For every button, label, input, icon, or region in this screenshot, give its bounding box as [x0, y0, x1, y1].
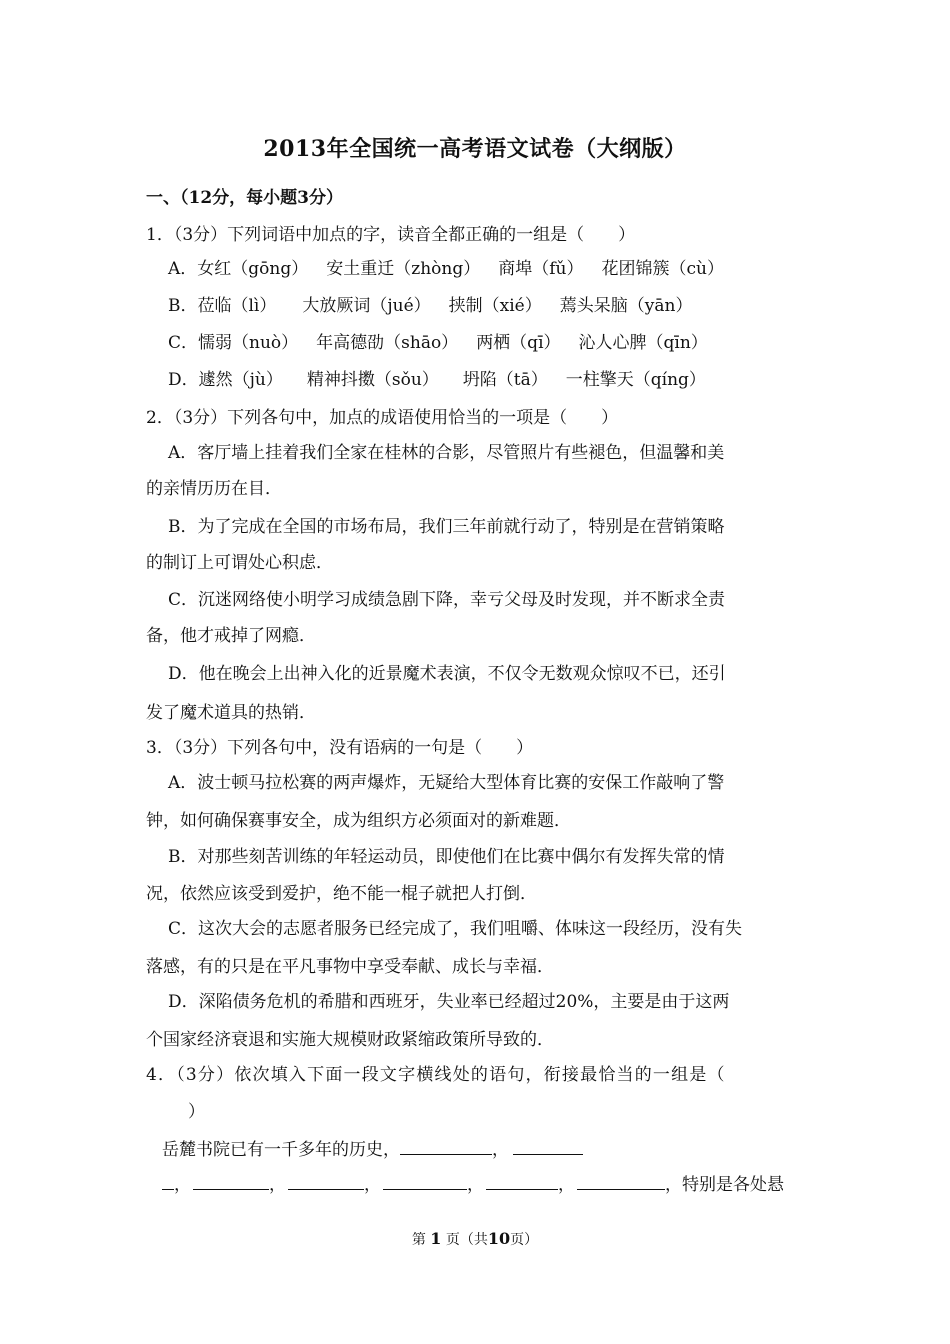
- option-item: 蔫头呆脑（yān）: [559, 296, 693, 316]
- question-3-option-a-cont: 钟，如何确保赛事安全，成为组织方必须面对的新难题．: [146, 811, 571, 831]
- question-2-option-b-cont: 的制订上可谓处心积虑．: [146, 553, 333, 573]
- option-item: 商埠（fǔ）: [498, 259, 584, 279]
- question-3-option-b-cont: 况，依然应该受到爱护，绝不能一棍子就把人打倒．: [146, 884, 537, 904]
- question-3-stem: 3．（3分）下列各句中，没有语病的一句是（ ）: [146, 738, 534, 758]
- question-2-option-b: B．为了完成在全国的市场布局，我们三年前就行动了，特别是在营销策略: [168, 517, 725, 537]
- question-3-option-c-cont: 落感，有的只是在平凡事物中享受奉献、成长与幸福．: [146, 957, 554, 977]
- option-item: B．莅临（lì）: [168, 296, 277, 316]
- question-2-stem: 2．（3分）下列各句中，加点的成语使用恰当的一项是（ ）: [146, 408, 619, 428]
- option-item: 挟制（xié）: [448, 296, 542, 316]
- question-2-option-d: D．他在晚会上出神入化的近景魔术表演，不仅令无数观众惊叹不已，还引: [168, 664, 726, 684]
- option-item: 大放厥词（jué）: [302, 296, 431, 316]
- option-item: 安土重迁（zhòng）: [326, 259, 481, 279]
- question-1-option-d: [168, 369, 706, 391]
- option-item: 两栖（qī）: [476, 333, 561, 353]
- option-item: D．遽然（jù）: [168, 370, 283, 390]
- question-1-stem: 1．（3分）下列词语中加点的字，读音全都正确的一组是（ ）: [146, 225, 636, 245]
- question-3-option-d: D．深陷债务危机的希腊和西班牙，失业率已经超过20%，主要是由于这两: [168, 992, 730, 1012]
- footer-middle: 页（共: [445, 1232, 488, 1248]
- answer-blank: [162, 1173, 174, 1190]
- section-heading: 一、（12分，每小题3分）: [146, 188, 343, 208]
- question-4-stem-end: ）: [188, 1102, 205, 1122]
- option-item: 一柱擎天（qíng）: [565, 370, 706, 390]
- comma: ，: [467, 1175, 484, 1195]
- comma: ，: [492, 1140, 509, 1160]
- question-2-option-a-cont: 的亲情历历在目．: [146, 479, 282, 499]
- question-4-stem: 4．（3分）依次填入下面一段文字横线处的语句，衔接最恰当的一组是（: [146, 1065, 726, 1085]
- answer-blank: [383, 1173, 467, 1190]
- comma: ，: [558, 1175, 575, 1195]
- option-item: A．女红（gōng）: [168, 259, 309, 279]
- question-4-passage-line-1: [162, 1138, 583, 1161]
- question-3-option-c: C．这次大会的志愿者服务已经完成了，我们咀嚼、体味这一段经历，没有失: [168, 919, 743, 939]
- question-1-option-c: [168, 332, 708, 354]
- page-title: 2013年全国统一高考语文试卷（大纲版）: [263, 136, 687, 162]
- page-number: 1: [430, 1229, 442, 1248]
- answer-blank: [193, 1173, 269, 1190]
- answer-blank: [288, 1173, 364, 1190]
- question-3-option-b: B．对那些刻苦训练的年轻运动员，即使他们在比赛中偶尔有发挥失常的情: [168, 847, 725, 867]
- question-2-option-c-cont: 备，他才戒掉了网瘾．: [146, 626, 316, 646]
- option-item: 沁人心脾（qīn）: [578, 333, 708, 353]
- comma: ，: [174, 1175, 191, 1195]
- answer-blank: [486, 1173, 558, 1190]
- page-footer: [0, 1229, 950, 1249]
- question-3-option-d-cont: 个国家经济衰退和实施大规模财政紧缩政策所导致的．: [146, 1030, 554, 1050]
- option-item: C．懦弱（nuò）: [168, 333, 299, 353]
- option-item: 精神抖擞（sǒu）: [306, 370, 439, 390]
- question-2-option-d-cont: 发了魔术道具的热销．: [146, 703, 316, 723]
- question-2-option-c: C．沉迷网络使小明学习成绩急剧下降，幸亏父母及时发现，并不断求全责: [168, 590, 726, 610]
- question-3-option-a: A．波士顿马拉松赛的两声爆炸，无疑给大型体育比赛的安保工作敲响了警: [168, 773, 725, 793]
- question-4-passage-line-2: [162, 1173, 784, 1196]
- option-item: 坍陷（tā）: [462, 370, 548, 390]
- question-2-option-a: A．客厅墙上挂着我们全家在桂林的合影，尽管照片有些褪色，但温馨和美: [168, 443, 725, 463]
- page-total: 10: [487, 1229, 511, 1248]
- comma: ，: [269, 1175, 286, 1195]
- answer-blank: [400, 1138, 492, 1155]
- passage-text: 岳麓书院已有一千多年的历史，: [162, 1140, 400, 1160]
- comma: ，: [364, 1175, 381, 1195]
- option-item: 花团锦簇（cù）: [601, 259, 724, 279]
- passage-tail: ，特别是各处悬: [665, 1175, 784, 1195]
- answer-blank: [513, 1138, 583, 1155]
- answer-blank: [577, 1173, 665, 1190]
- question-1-option-a: [168, 258, 724, 280]
- footer-prefix: 第: [411, 1232, 426, 1248]
- footer-suffix: 页）: [510, 1232, 539, 1248]
- question-1-option-b: [168, 295, 692, 317]
- option-item: 年高德劭（shāo）: [316, 333, 459, 353]
